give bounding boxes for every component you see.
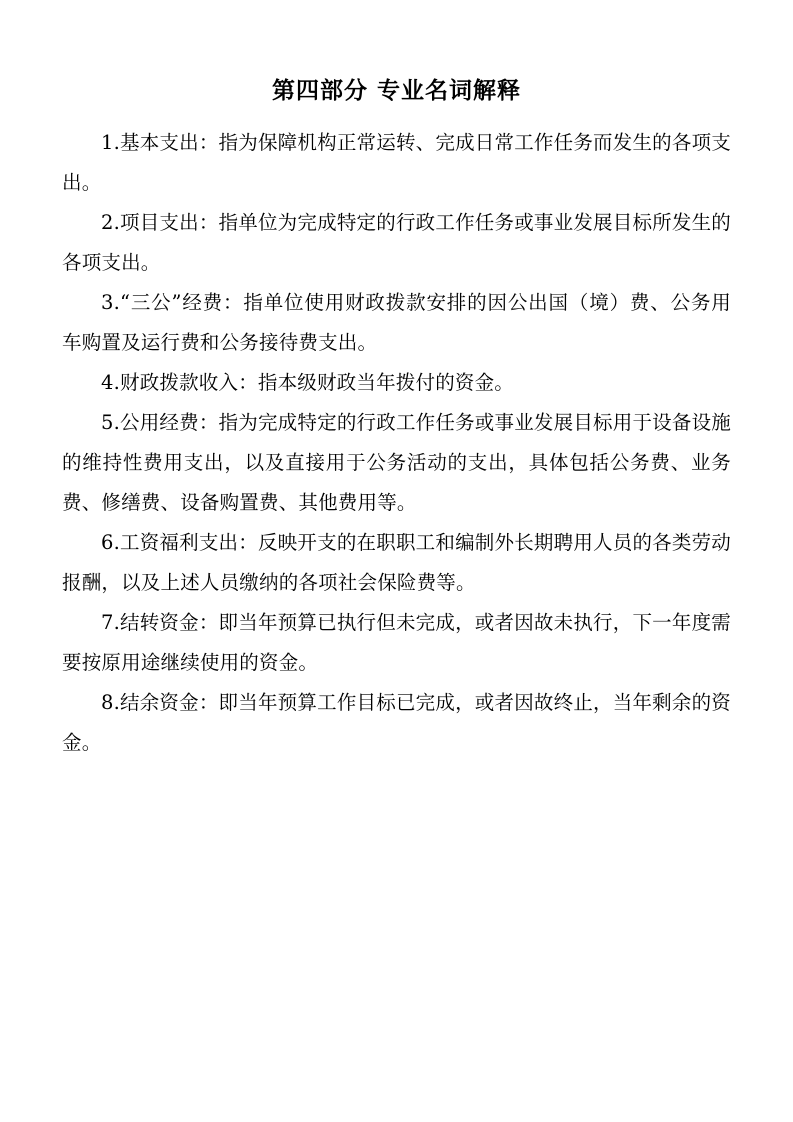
paragraph-carryover-funds: 7.结转资金：即当年预算已执行但未完成，或者因故未执行，下一年度需要按原用途继续使用的资金。 xyxy=(62,610,731,674)
paragraph-surplus-funds: 8.结余资金：即当年预算工作目标已完成，或者因故终止，当年剩余的资金。 xyxy=(62,690,731,754)
paragraph-project-expenditure: 2.项目支出：指单位为完成特定的行政工作任务或事业发展目标所发生的各项支出。 xyxy=(62,210,731,274)
paragraph-three-public-funds: 3.“三公”经费：指单位使用财政拨款安排的因公出国（境）费、公务用车购置及运行费和公务接待费支出。 xyxy=(62,290,731,354)
page-title: 第四部分 专业名词解释 xyxy=(271,78,521,104)
paragraph-public-funds: 5.公用经费：指为完成特定的行政工作任务或事业发展目标用于设备设施的维持性费用支出，以及直接用于公务活动的支出，具体包括公务费、业务费、修缮费、设备购置费、其他费用等。 xyxy=(62,410,731,514)
document-body xyxy=(62,123,731,763)
paragraph-fiscal-appropriation-income: 4.财政拨款收入：指本级财政当年拨付的资金。 xyxy=(101,370,515,394)
paragraph-salary-welfare-expenditure: 6.工资福利支出：反映开支的在职职工和编制外长期聘用人员的各类劳动报酬，以及上述人员缴纳的各项社会保险费等。 xyxy=(62,530,731,594)
paragraph-basic-expenditure: 1.基本支出：指为保障机构正常运转、完成日常工作任务而发生的各项支出。 xyxy=(62,130,731,194)
